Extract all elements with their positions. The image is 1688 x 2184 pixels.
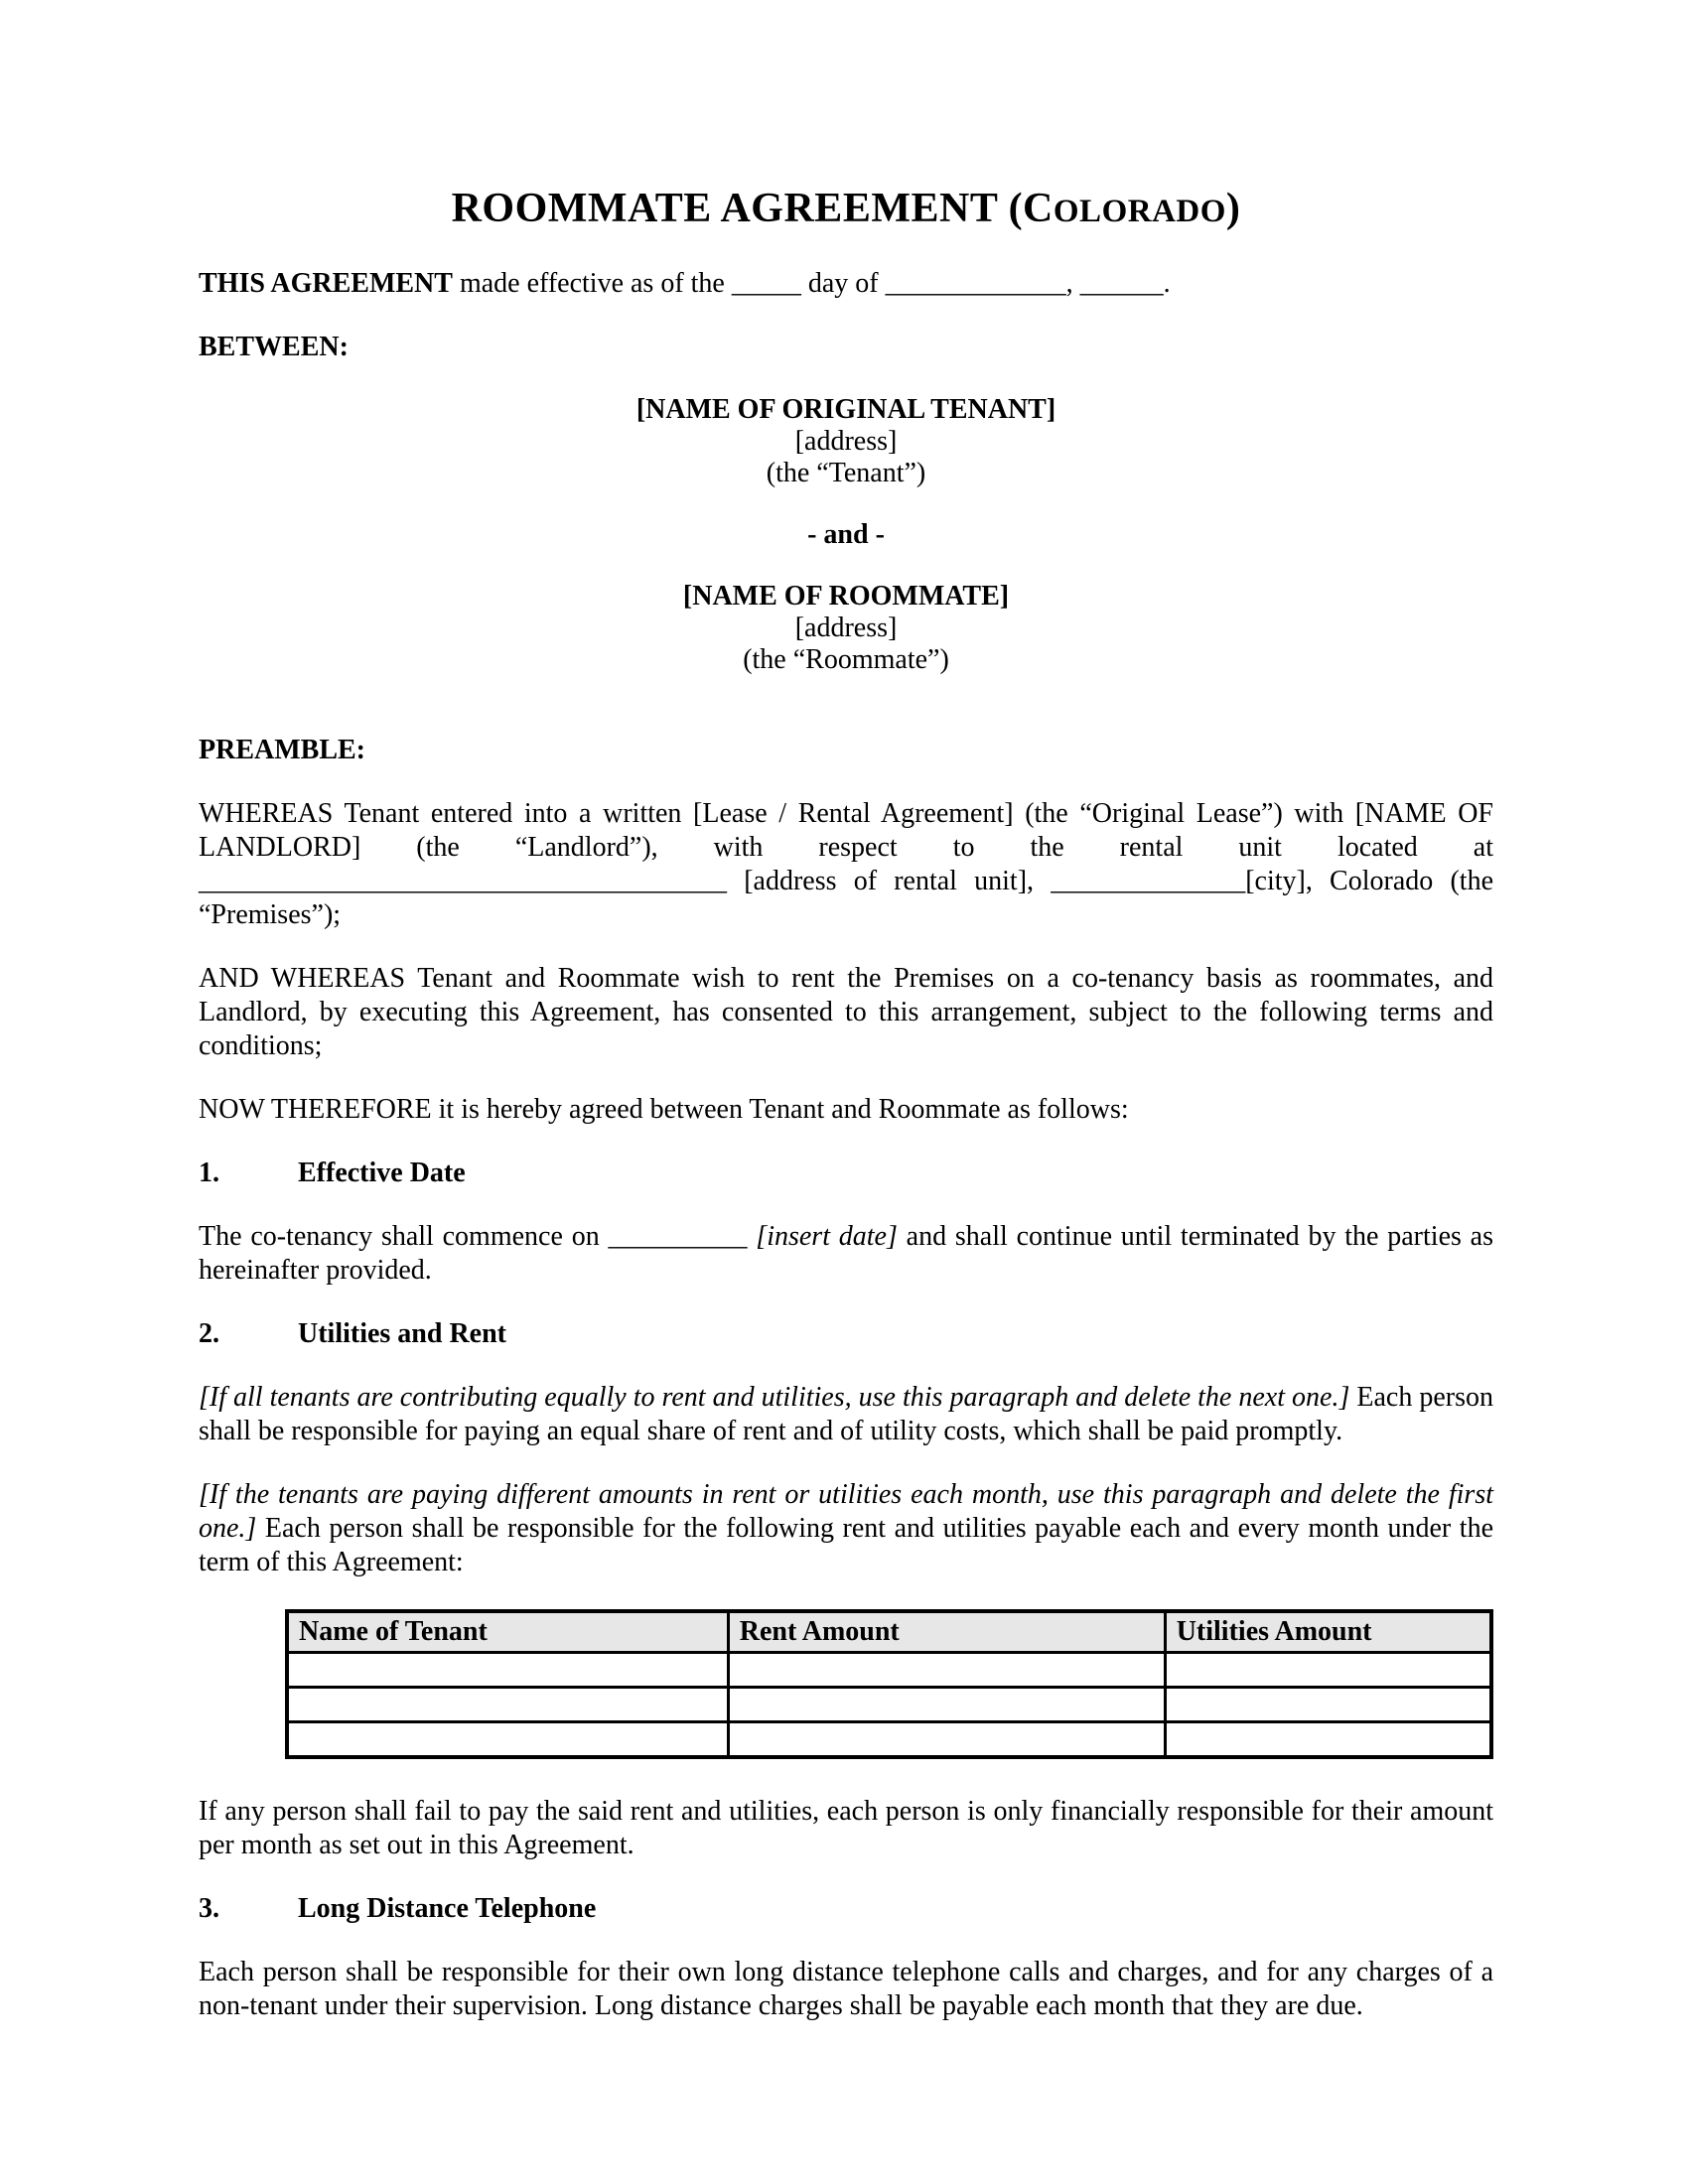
section-2-paragraph-2-text: Each person shall be responsible for the following rent and utilities payable each and every month under the term of this Agreement: <box>199 1513 1493 1577</box>
table-cell <box>1165 1653 1491 1688</box>
section-2-paragraph-1 <box>199 1381 1493 1448</box>
table-header-rent-amount: Rent Amount <box>728 1611 1165 1653</box>
now-therefore-paragraph: NOW THEREFORE it is hereby agreed between Tenant and Roommate as follows: <box>199 1094 1129 1125</box>
table-header-name-of-tenant: Name of Tenant <box>287 1611 728 1653</box>
table-cell <box>287 1688 728 1722</box>
table-header-utilities-amount: Utilities Amount <box>1165 1611 1491 1653</box>
section-2-paragraph-1-instruction: [If all tenants are contributing equally to rent and utilities, use this paragraph and delete the next one.] <box>199 1382 1350 1413</box>
title-suffix: ) <box>1225 186 1241 231</box>
table-cell <box>1165 1688 1491 1722</box>
title-prefix: ROOMMATE AGREEMENT (C <box>451 186 1054 231</box>
table-cell <box>728 1688 1165 1722</box>
section-1-body-before: The co-tenancy shall commence on __________ <box>199 1221 757 1252</box>
section-3-heading <box>199 1892 1493 1926</box>
roommate-alias: (the “Roommate”) <box>743 644 949 675</box>
table-row <box>287 1688 1491 1722</box>
section-3-number: 3. <box>199 1893 219 1924</box>
tenant-alias: (the “Tenant”) <box>766 458 926 488</box>
whereas-paragraph: WHEREAS Tenant entered into a written [Lease / Rental Agreement] (the “Original Lease”) with [NAME OF LANDLORD] (the “Landlord”), with respect to the rental unit located at ______________________________________ [address of rental unit], ______________[city], Colorado (the “Premises”); <box>199 798 1493 930</box>
section-1-insert-date-placeholder: [insert date] <box>756 1221 898 1252</box>
between-label: BETWEEN: <box>199 332 349 362</box>
section-1-heading <box>199 1157 1493 1190</box>
table-cell <box>287 1653 728 1688</box>
section-1-body <box>199 1220 1493 1288</box>
title-smallcaps: OLORADO <box>1053 194 1226 229</box>
parties-block <box>199 394 1493 676</box>
rent-utilities-table <box>285 1609 1493 1759</box>
section-2-paragraph-2-instruction: [If the tenants are paying different amounts in rent or utilities each month, use this paragraph and delete the first one.] <box>199 1479 1493 1544</box>
table-cell <box>728 1722 1165 1758</box>
intro-text: made effective as of the _____ day of _____________, ______. <box>452 268 1171 299</box>
tenant-address: [address] <box>794 426 898 457</box>
section-1-number: 1. <box>199 1158 219 1188</box>
parties-separator: - and - <box>807 519 885 550</box>
section-3-body: Each person shall be responsible for their own long distance telephone calls and charges, and for any charges of a non-tenant under their supervision. Long distance charges shall be payable each month that they are due. <box>199 1957 1493 2021</box>
section-2-paragraph-1-text: Each person shall be responsible for paying an equal share of rent and of utility costs, which shall be paid promptly. <box>199 1382 1493 1446</box>
section-2-paragraph-2 <box>199 1478 1493 1579</box>
preamble-heading: PREAMBLE: <box>199 735 365 765</box>
section-2-heading <box>199 1317 1493 1351</box>
roommate-name: [NAME OF ROOMMATE] <box>682 581 1010 612</box>
document-title <box>199 185 1493 235</box>
table-row <box>287 1653 1491 1688</box>
intro-bold-label: THIS AGREEMENT <box>199 268 453 299</box>
section-2-number: 2. <box>199 1318 219 1349</box>
intro-paragraph <box>199 267 1493 301</box>
tenant-name: [NAME OF ORIGINAL TENANT] <box>635 394 1056 425</box>
section-2-title: Utilities and Rent <box>298 1318 506 1349</box>
section-1-body-after: and shall continue until terminated by the parties as hereinafter provided. <box>199 1221 1494 1286</box>
table-cell <box>287 1722 728 1758</box>
table-header-row <box>287 1611 1491 1653</box>
table-cell <box>1165 1722 1491 1758</box>
and-whereas-paragraph: AND WHEREAS Tenant and Roommate wish to rent the Premises on a co-tenancy basis as roommates, and Landlord, by executing this Agreement, has consented to this arrangement, subject to the following terms and conditions; <box>199 963 1493 1061</box>
section-2-paragraph-3: If any person shall fail to pay the said rent and utilities, each person is only financially responsible for their amount per month as set out in this Agreement. <box>199 1796 1493 1860</box>
section-3-title: Long Distance Telephone <box>298 1893 597 1924</box>
section-1-title: Effective Date <box>298 1158 466 1188</box>
table-row <box>287 1722 1491 1758</box>
table-cell <box>728 1653 1165 1688</box>
roommate-address: [address] <box>794 613 898 643</box>
